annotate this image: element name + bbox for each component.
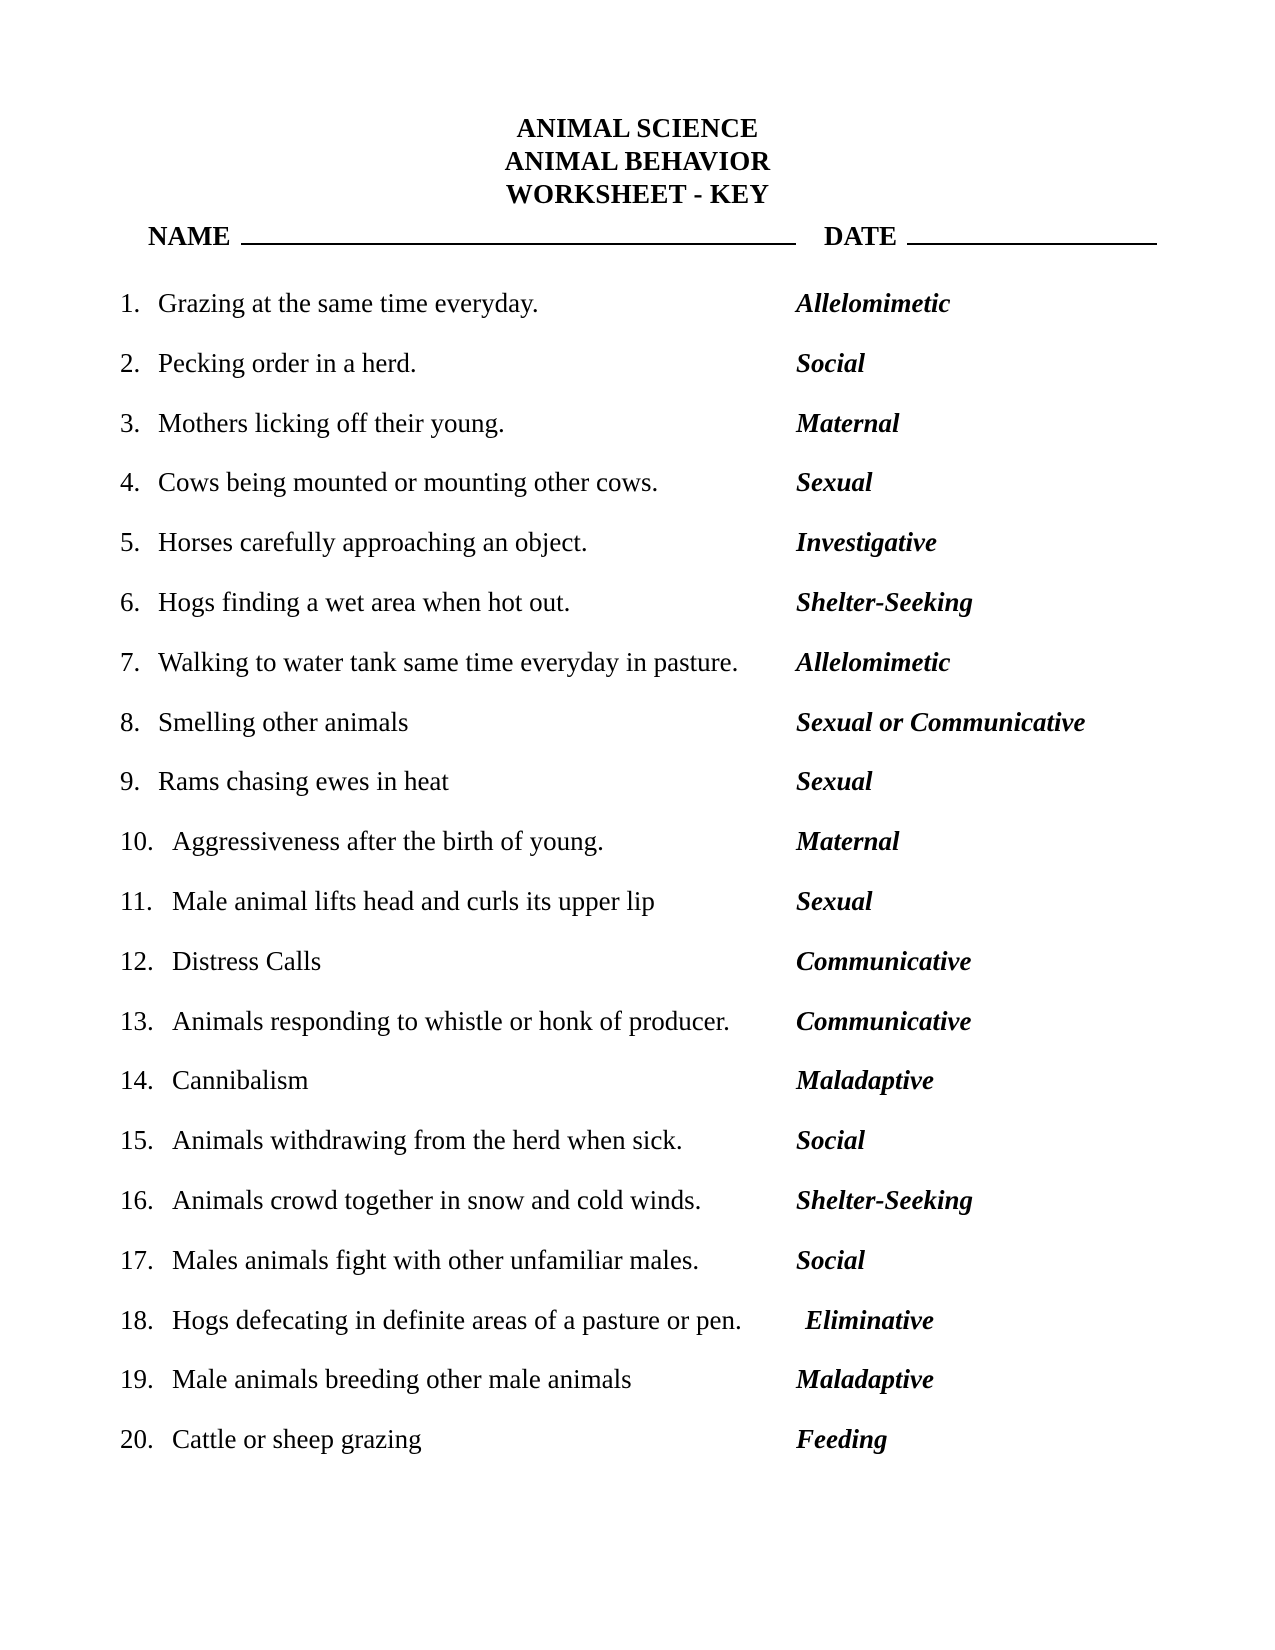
item-number: 12.: [120, 946, 154, 976]
item-question: Distress Calls: [172, 946, 322, 976]
question-item: [120, 642, 1220, 682]
item-number: 7.: [120, 647, 141, 677]
item-question: Animals responding to whistle or honk of producer.: [172, 1006, 730, 1036]
date-blank-line[interactable]: [907, 219, 1157, 245]
item-question: Animals withdrawing from the herd when sick.: [172, 1125, 683, 1155]
question-item: [120, 462, 1220, 502]
question-item: [120, 283, 1220, 323]
item-number: 16.: [120, 1185, 154, 1215]
item-number: 11.: [120, 886, 153, 916]
question-item: [120, 403, 1220, 443]
item-answer: Shelter-Seeking: [796, 1185, 974, 1215]
question-item: [120, 582, 1220, 622]
title-line-worksheet: WORKSHEET - KEY: [505, 179, 770, 209]
item-question: Grazing at the same time everyday.: [158, 288, 539, 318]
item-number: 13.: [120, 1006, 154, 1036]
question-item: [120, 881, 1220, 921]
item-answer: Investigative: [796, 527, 937, 557]
question-item: [120, 761, 1220, 801]
item-answer: Social: [796, 1245, 866, 1275]
item-question: Aggressiveness after the birth of young.: [172, 826, 604, 856]
item-answer: Sexual: [796, 766, 873, 796]
item-question: Walking to water tank same time everyday in pasture.: [158, 647, 739, 677]
date-label: DATE: [824, 221, 898, 251]
item-question: Male animals breeding other male animals: [172, 1364, 632, 1394]
item-number: 1.: [120, 288, 141, 318]
item-number: 14.: [120, 1065, 154, 1095]
item-question: Smelling other animals: [158, 707, 409, 737]
question-item: [120, 941, 1220, 981]
item-answer: Maladaptive: [796, 1364, 934, 1394]
date-field: [824, 219, 1157, 253]
item-answer: Eliminative: [805, 1305, 935, 1335]
item-number: 19.: [120, 1364, 154, 1394]
question-item: [120, 1240, 1220, 1280]
item-number: 8.: [120, 707, 141, 737]
question-item: [120, 1120, 1220, 1160]
item-answer: Maladaptive: [796, 1065, 934, 1095]
item-number: 15.: [120, 1125, 154, 1155]
item-answer: Sexual or Communicative: [796, 707, 1086, 737]
name-label: NAME: [148, 221, 231, 251]
item-answer: Sexual: [796, 467, 873, 497]
question-item: [120, 1359, 1220, 1399]
item-question: Male animal lifts head and curls its upper lip: [172, 886, 655, 916]
item-number: 2.: [120, 348, 141, 378]
item-answer: Communicative: [796, 946, 972, 976]
item-number: 3.: [120, 408, 141, 438]
name-field: [148, 219, 796, 253]
question-item: [120, 821, 1220, 861]
item-answer: Maternal: [796, 826, 900, 856]
question-item: [120, 1300, 1220, 1340]
item-question: Hogs finding a wet area when hot out.: [158, 587, 571, 617]
item-question: Mothers licking off their young.: [158, 408, 505, 438]
title-line-topic: ANIMAL BEHAVIOR: [504, 146, 771, 176]
item-answer: Allelomimetic: [796, 288, 951, 318]
item-question: Animals crowd together in snow and cold winds.: [172, 1185, 702, 1215]
item-number: 20.: [120, 1424, 154, 1454]
item-number: 5.: [120, 527, 141, 557]
item-question: Horses carefully approaching an object.: [158, 527, 588, 557]
item-answer: Communicative: [796, 1006, 972, 1036]
item-question: Pecking order in a herd.: [158, 348, 417, 378]
item-answer: Allelomimetic: [796, 647, 951, 677]
name-blank-line[interactable]: [241, 219, 796, 245]
question-item: [120, 343, 1220, 383]
item-answer: Maternal: [796, 408, 900, 438]
question-item: [120, 1419, 1220, 1459]
item-number: 10.: [120, 826, 154, 856]
question-item: [120, 702, 1220, 742]
item-answer: Shelter-Seeking: [796, 587, 974, 617]
item-question: Males animals fight with other unfamiliar males.: [172, 1245, 700, 1275]
item-number: 4.: [120, 467, 141, 497]
question-item: [120, 1001, 1220, 1041]
item-answer: Sexual: [796, 886, 873, 916]
question-item: [120, 522, 1220, 562]
question-item: [120, 1060, 1220, 1100]
item-question: Cattle or sheep grazing: [172, 1424, 422, 1454]
item-number: 18.: [120, 1305, 154, 1335]
title-line-subject: ANIMAL SCIENCE: [516, 113, 759, 143]
item-question: Cannibalism: [172, 1065, 309, 1095]
question-item: [120, 1180, 1220, 1220]
item-answer: Social: [796, 1125, 866, 1155]
item-number: 17.: [120, 1245, 154, 1275]
item-number: 9.: [120, 766, 141, 796]
worksheet-title: [0, 112, 1275, 211]
item-question: Rams chasing ewes in heat: [158, 766, 449, 796]
item-answer: Social: [796, 348, 866, 378]
item-answer: Feeding: [796, 1424, 888, 1454]
item-question: Cows being mounted or mounting other cows.: [158, 467, 659, 497]
item-number: 6.: [120, 587, 141, 617]
item-question: Hogs defecating in definite areas of a pasture or pen.: [172, 1305, 742, 1335]
